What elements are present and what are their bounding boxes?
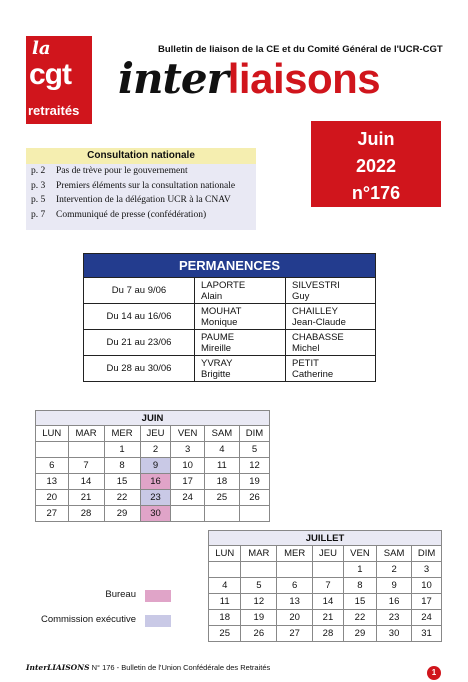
contents-item[interactable] <box>26 193 256 208</box>
contents-item[interactable] <box>26 179 256 194</box>
calendar-day: 5 <box>239 442 269 458</box>
contents-text: Communiqué de presse (confédération) <box>56 209 207 220</box>
logo-retraites-text: retraités <box>28 103 80 118</box>
calendar-day: 9 <box>377 578 412 594</box>
calendar-day-bureau: 16 <box>140 474 171 490</box>
logo-cgt-text: cgt <box>29 58 71 91</box>
issue-number: n°176 <box>351 183 401 203</box>
contents-page: p. 3 <box>31 180 46 191</box>
calendar-day <box>209 562 241 578</box>
permanence-date: Du 7 au 9/06 <box>84 278 195 303</box>
person-lastname: CHABASSE <box>292 332 344 343</box>
permanence-date: Du 28 au 30/06 <box>84 356 195 381</box>
permanence-person <box>195 304 286 329</box>
calendar-title: JUIN <box>36 411 270 426</box>
calendar-title: JUILLET <box>209 531 442 546</box>
calendar-day: 20 <box>277 610 313 626</box>
weekday-header: JEU <box>140 426 171 442</box>
calendar-july <box>208 530 442 642</box>
calendar-day: 25 <box>209 626 241 642</box>
person-lastname: LAPORTE <box>201 280 246 291</box>
calendar-day: 11 <box>209 594 241 610</box>
calendar-day: 30 <box>377 626 412 642</box>
contents-item[interactable] <box>26 164 256 179</box>
calendar-day: 18 <box>204 474 239 490</box>
calendar-day: 17 <box>412 594 442 610</box>
calendar-day: 1 <box>104 442 140 458</box>
calendar-day: 1 <box>343 562 376 578</box>
calendar-day: 23 <box>377 610 412 626</box>
title-liaisons: liaisons <box>227 55 381 102</box>
calendar-day: 21 <box>313 610 344 626</box>
calendar-day: 28 <box>68 506 104 522</box>
permanence-row <box>84 355 375 381</box>
calendar-day: 3 <box>412 562 442 578</box>
calendar-day: 18 <box>209 610 241 626</box>
permanence-person <box>286 330 375 355</box>
calendar-day: 8 <box>104 458 140 474</box>
weekday-header: JEU <box>313 546 344 562</box>
calendar-day: 11 <box>204 458 239 474</box>
calendar-day: 31 <box>412 626 442 642</box>
permanence-row <box>84 277 375 303</box>
permanence-person <box>195 356 286 381</box>
calendar-day: 28 <box>313 626 344 642</box>
calendar-day: 7 <box>68 458 104 474</box>
calendar-day-commission: 9 <box>140 458 171 474</box>
contents-box <box>26 148 256 230</box>
calendar-day: 13 <box>36 474 69 490</box>
contents-text: Intervention de la délégation UCR à la CNAV <box>56 195 231 205</box>
permanence-person <box>286 278 375 303</box>
calendar-day: 3 <box>171 442 204 458</box>
person-firstname: Monique <box>201 317 238 328</box>
calendar-june <box>35 410 270 522</box>
issue-date-box <box>311 121 441 207</box>
calendar-day: 10 <box>171 458 204 474</box>
calendar-day-bureau: 30 <box>140 506 171 522</box>
calendar-day <box>68 442 104 458</box>
permanences-title: PERMANENCES <box>84 254 375 277</box>
calendar-day: 2 <box>140 442 171 458</box>
calendar-day <box>313 562 344 578</box>
calendar-day: 25 <box>204 490 239 506</box>
calendar-day <box>36 442 69 458</box>
calendar-day: 5 <box>241 578 277 594</box>
person-firstname: Michel <box>292 343 320 354</box>
weekday-header: VEN <box>171 426 204 442</box>
title-inter: inter <box>118 54 228 103</box>
calendar-day: 2 <box>377 562 412 578</box>
person-firstname: Mireille <box>201 343 232 354</box>
legend-commission-label: Commission exécutive <box>40 614 136 625</box>
contents-title: Consultation nationale <box>26 148 256 164</box>
weekday-header: MAR <box>241 546 277 562</box>
permanences-table <box>83 253 376 382</box>
weekday-header: LUN <box>36 426 69 442</box>
calendar-day: 8 <box>343 578 376 594</box>
calendar-day: 27 <box>277 626 313 642</box>
permanence-person <box>286 304 375 329</box>
calendar-day: 21 <box>68 490 104 506</box>
weekday-header: DIM <box>239 426 269 442</box>
contents-page: p. 2 <box>31 166 46 176</box>
permanence-person <box>286 356 375 381</box>
footer-description: N° 176 - Bulletin de l'Union Confédérale des Retraités <box>89 663 271 672</box>
person-firstname: Guy <box>292 291 310 302</box>
calendar-day <box>277 562 313 578</box>
person-firstname: Jean-Claude <box>292 317 346 328</box>
calendar-day: 13 <box>277 594 313 610</box>
person-lastname: CHAILLEY <box>292 306 338 317</box>
calendar-day: 12 <box>241 594 277 610</box>
calendar-day: 15 <box>343 594 376 610</box>
weekday-header: DIM <box>412 546 442 562</box>
calendar-day: 19 <box>241 610 277 626</box>
weekday-header: SAM <box>377 546 412 562</box>
permanence-person <box>195 330 286 355</box>
contents-page: p. 5 <box>31 195 46 205</box>
calendar-day: 19 <box>239 474 269 490</box>
calendar-day: 7 <box>313 578 344 594</box>
person-lastname: PAUME <box>201 332 235 343</box>
calendar-day <box>171 506 204 522</box>
person-firstname: Alain <box>201 291 223 302</box>
page-number-badge: 1 <box>427 666 441 680</box>
calendar-day: 6 <box>36 458 69 474</box>
calendar-day: 6 <box>277 578 313 594</box>
calendar-day: 17 <box>171 474 204 490</box>
permanence-row <box>84 329 375 355</box>
person-lastname: PETIT <box>292 358 319 369</box>
weekday-header: MER <box>277 546 313 562</box>
permanence-person <box>195 278 286 303</box>
weekday-header: MAR <box>68 426 104 442</box>
calendar-day: 29 <box>343 626 376 642</box>
weekday-header: VEN <box>343 546 376 562</box>
permanence-row <box>84 303 375 329</box>
legend-commission-swatch <box>145 615 171 627</box>
weekday-header: SAM <box>204 426 239 442</box>
publication-title <box>118 54 381 103</box>
calendar-day: 14 <box>68 474 104 490</box>
calendar-day <box>241 562 277 578</box>
footer-brand: InterLIAISONS <box>26 663 90 672</box>
calendar-day: 26 <box>239 490 269 506</box>
calendar-day: 14 <box>313 594 344 610</box>
calendar-day: 27 <box>36 506 69 522</box>
person-firstname: Catherine <box>292 369 334 380</box>
contents-item[interactable] <box>26 208 256 223</box>
cgt-retraites-logo <box>26 36 92 124</box>
bulletin-subtitle: Bulletin de liaison de la CE et du Comité Général de l'UCR-CGT <box>158 44 443 55</box>
person-firstname: Brigitte <box>201 369 231 380</box>
calendar-day: 4 <box>204 442 239 458</box>
person-lastname: SILVESTRI <box>292 280 340 291</box>
calendar-day: 22 <box>104 490 140 506</box>
calendar-day: 24 <box>171 490 204 506</box>
legend-bureau-swatch <box>145 590 171 602</box>
calendar-day: 22 <box>343 610 376 626</box>
logo-la-text: la <box>32 38 51 59</box>
calendar-day <box>204 506 239 522</box>
contents-page: p. 7 <box>31 209 46 220</box>
issue-year: 2022 <box>355 156 397 176</box>
permanence-date: Du 21 au 23/06 <box>84 330 195 355</box>
footer-text <box>26 663 270 672</box>
contents-text: Premiers éléments sur la consultation nationale <box>56 180 236 191</box>
weekday-header: LUN <box>209 546 241 562</box>
permanence-date: Du 14 au 16/06 <box>84 304 195 329</box>
calendar-day: 15 <box>104 474 140 490</box>
person-lastname: MOUHAT <box>201 306 242 317</box>
calendar-day: 16 <box>377 594 412 610</box>
calendar-day: 24 <box>412 610 442 626</box>
calendar-day: 20 <box>36 490 69 506</box>
calendar-day: 29 <box>104 506 140 522</box>
contents-text: Pas de trève pour le gouvernement <box>56 166 188 176</box>
legend-bureau-label: Bureau <box>105 589 136 600</box>
calendar-day-commission: 23 <box>140 490 171 506</box>
weekday-header: MER <box>104 426 140 442</box>
calendar-day: 4 <box>209 578 241 594</box>
calendar-day <box>239 506 269 522</box>
issue-month: Juin <box>357 129 395 149</box>
calendar-day: 10 <box>412 578 442 594</box>
calendar-day: 12 <box>239 458 269 474</box>
person-lastname: YVRAY <box>201 358 233 369</box>
calendar-day: 26 <box>241 626 277 642</box>
